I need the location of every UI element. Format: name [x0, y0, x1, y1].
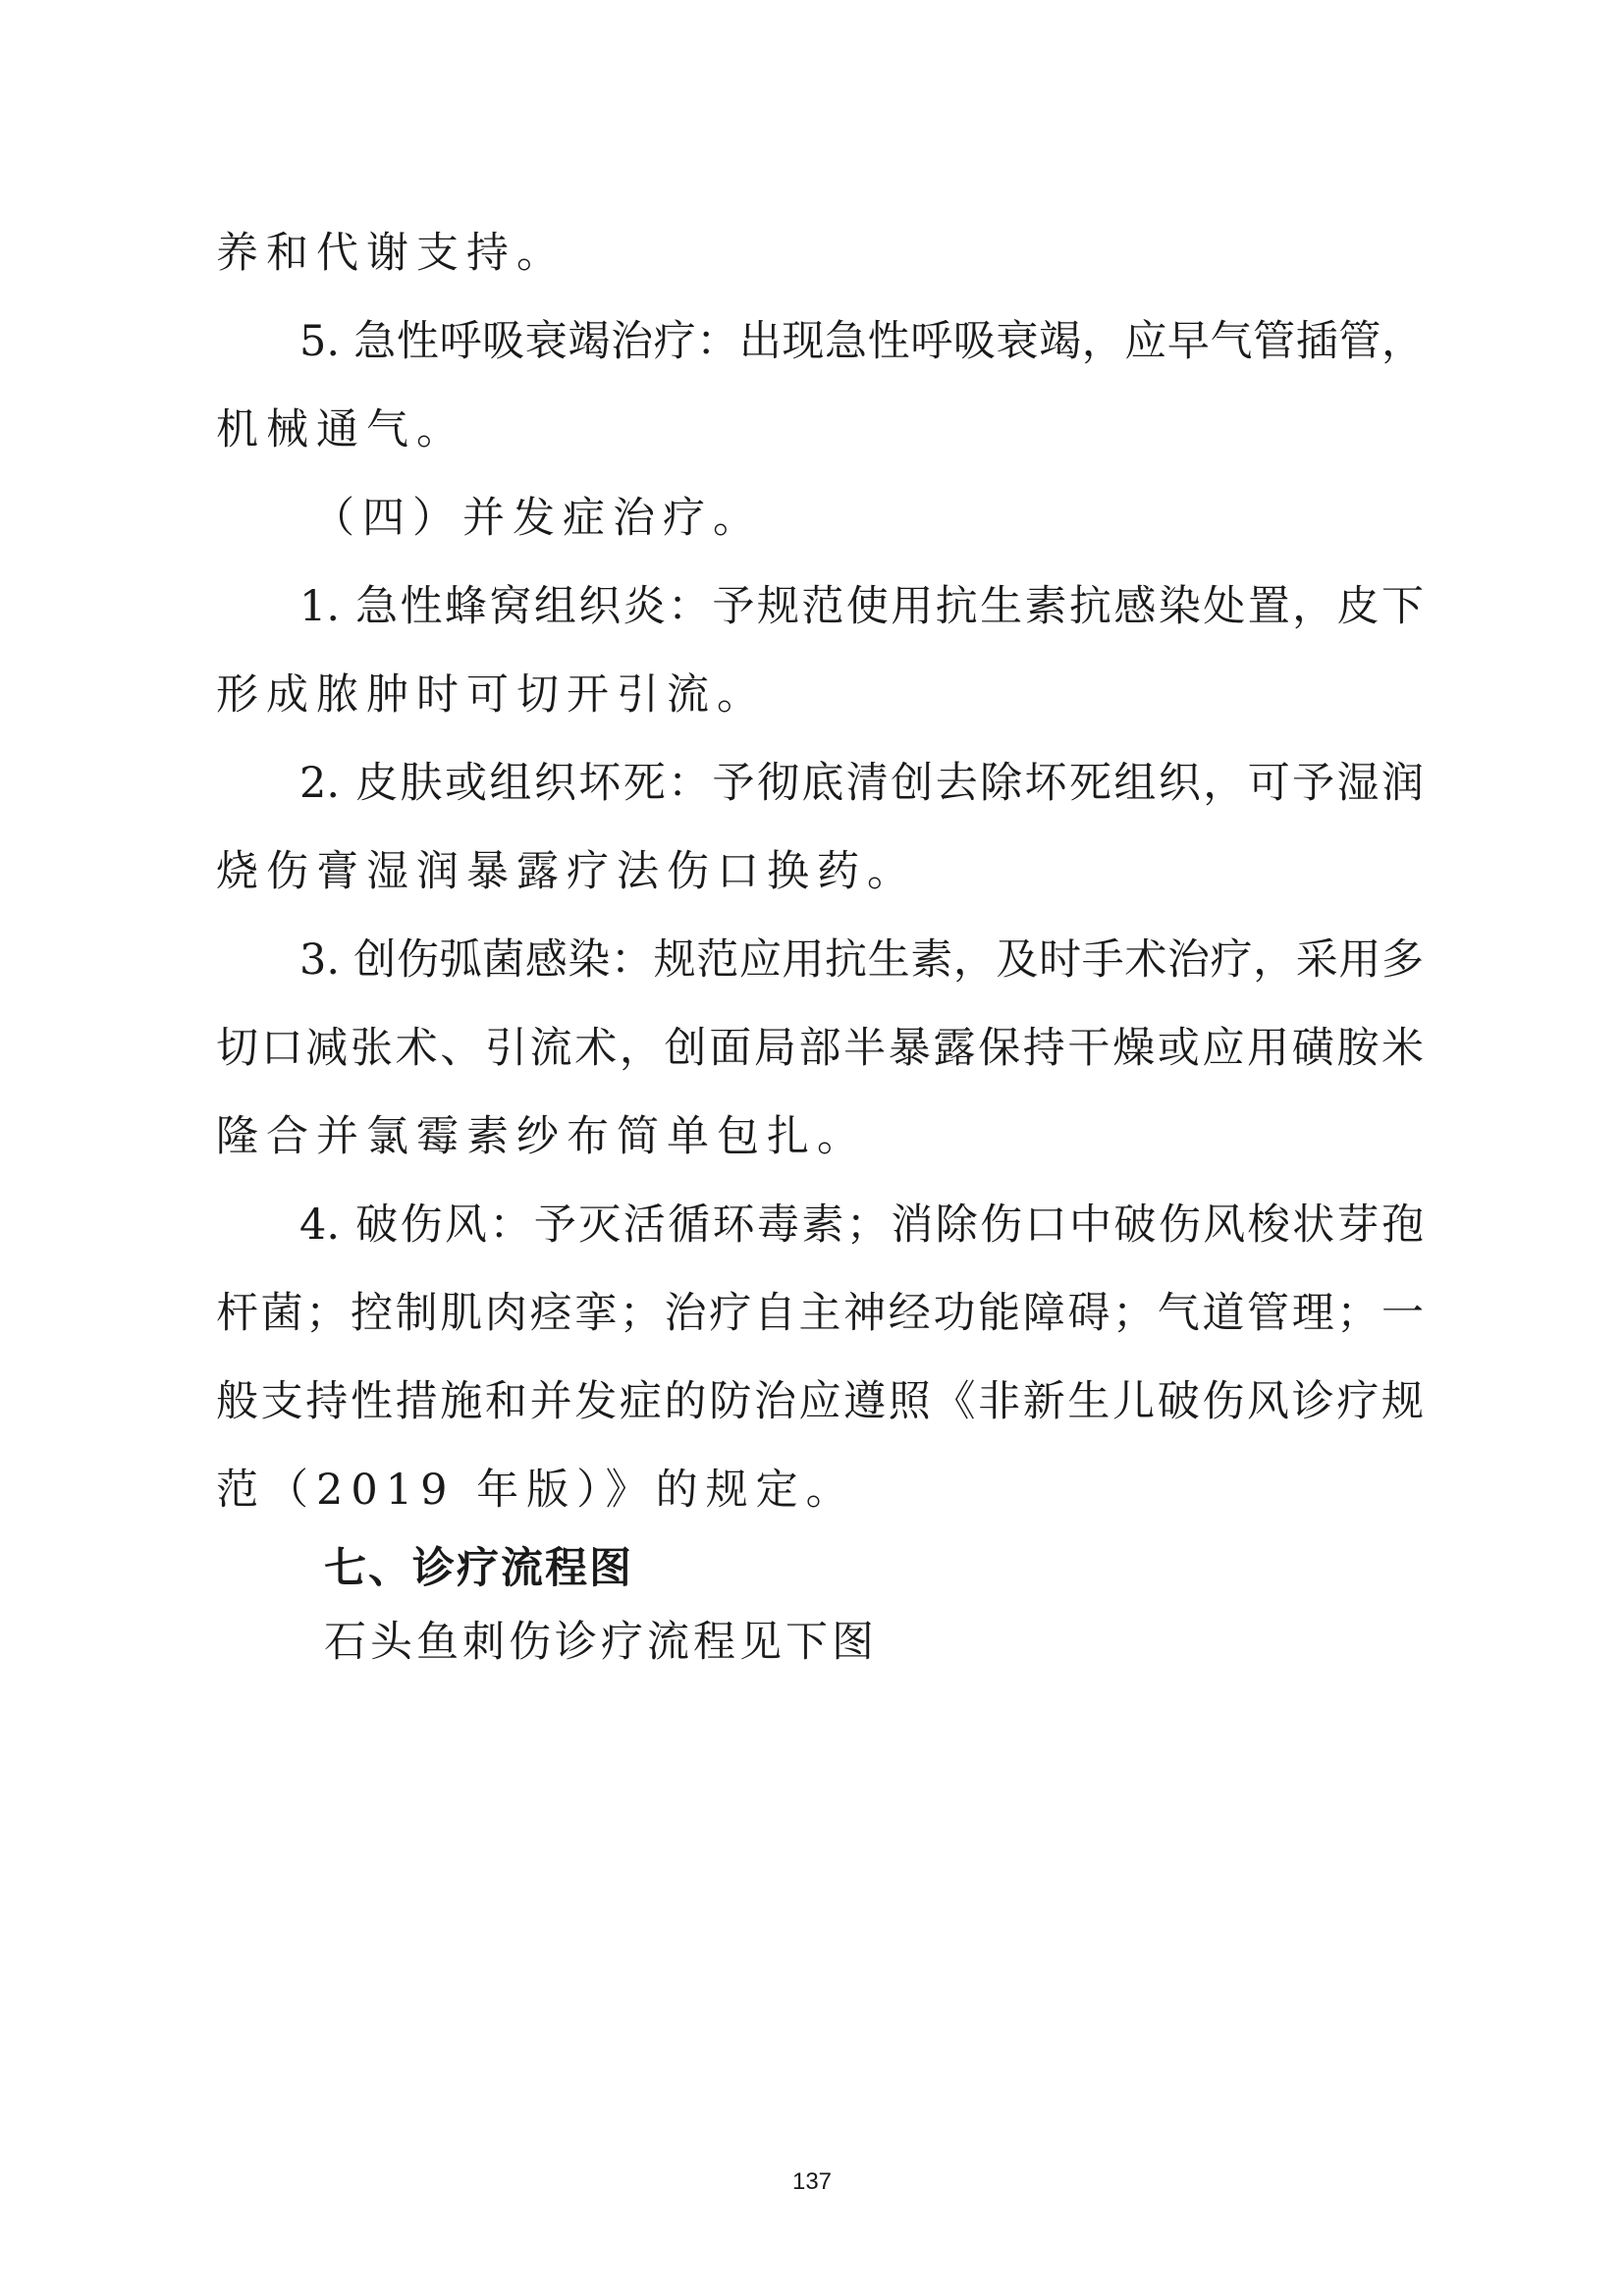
- paragraph-line: 1. 急性蜂窝组织炎：予规范使用抗生素抗感染处置，皮下: [299, 582, 1424, 631]
- paragraph-line: 杆菌；控制肌肉痉挛；治疗自主神经功能障碍；气道管理；一: [216, 1289, 1424, 1338]
- paragraph-line: 2. 皮肤或组织坏死：予彻底清创去除坏死组织，可予湿润: [299, 759, 1424, 808]
- section-text: 石头鱼刺伤诊疗流程见下图: [324, 1618, 878, 1667]
- paragraph-line: 形成脓肿时可切开引流。: [216, 670, 767, 720]
- page-number: 137: [791, 2168, 833, 2195]
- subsection-heading: （四）并发症治疗。: [312, 494, 763, 543]
- paragraph-line: 5. 急性呼吸衰竭治疗：出现急性呼吸衰竭，应早气管插管，: [299, 317, 1424, 366]
- paragraph-line: 烧伤膏湿润暴露疗法伤口换药。: [216, 847, 917, 896]
- paragraph-line: 般支持性措施和并发症的防治应遵照《非新生儿破伤风诊疗规: [216, 1377, 1424, 1426]
- paragraph-line: 4. 破伤风：予灭活循环毒素；消除伤口中破伤风梭状芽孢: [299, 1201, 1424, 1250]
- paragraph-line: 切口减张术、引流术，创面局部半暴露保持干燥或应用磺胺米: [216, 1024, 1424, 1073]
- section-heading: 七、诊疗流程图: [324, 1544, 633, 1593]
- paragraph-line: 范（2019 年版）》的规定。: [216, 1466, 856, 1515]
- paragraph-line: 3. 创伤弧菌感染：规范应用抗生素，及时手术治疗，采用多: [299, 935, 1424, 985]
- paragraph-line: 机械通气。: [216, 405, 466, 454]
- paragraph-line: 隆合并氯霉素纱布简单包扎。: [216, 1112, 867, 1161]
- paragraph-line: 养和代谢支持。: [216, 229, 567, 278]
